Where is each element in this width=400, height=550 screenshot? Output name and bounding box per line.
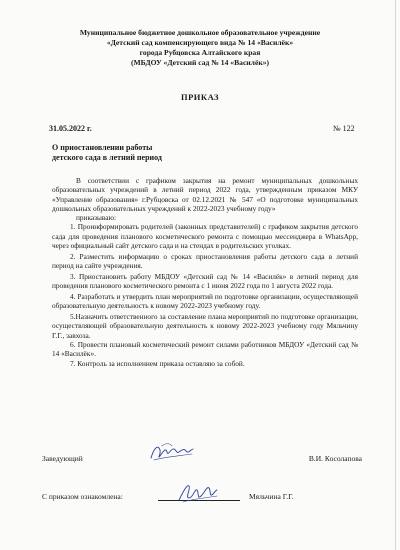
organization-header	[0, 28, 400, 68]
order-item-2: 2. Разместить информацию о сроках приостановления работы детского сада в летний период на сайте учреждения.	[52, 251, 358, 271]
header-line-1: Муниципальное бюджетное дошкольное образовательное учреждение	[79, 28, 321, 37]
signatory-name: В.И. Косолапова	[308, 454, 362, 463]
acknowledgement-label: С приказом ознакомлена:	[42, 492, 123, 501]
order-word: приказываю:	[76, 213, 116, 223]
order-subject	[52, 143, 162, 163]
order-number: № 122	[333, 124, 355, 133]
header-line-4: (МБДОУ «Детский сад № 14 «Василёк»)	[130, 58, 270, 67]
header-line-3: города Рубцовска Алтайского края	[139, 48, 261, 57]
acknowledgement-name: Мяльчина Г.Г.	[249, 492, 294, 501]
order-item-3: 3. Приостановить работу МБДОУ «Детский сад № 14 «Василёк» в летний период для проведения планового косметического ремонта с 1 июня 2022 года по 1 августа 2022 года.	[52, 271, 358, 291]
order-item-7: 7. Контроль за исполнением приказа оставляю за собой.	[70, 358, 245, 368]
signature-row	[42, 454, 362, 463]
order-item-6: 6. Провести плановый косметический ремонт силами работников МБДОУ «Детский сад № 14 «Василёк».	[52, 340, 358, 359]
acknowledgement-signature	[175, 478, 219, 506]
header-line-2: «Детский сад компенсирующего вида № 14 «Василёк»	[106, 38, 294, 47]
intro-paragraph: В соответствии с графиком закрытия на ремонт муниципальных дошкольных образовательных учреждений в летний период 2022 года, утвержденным приказом МКУ «Управление образования» г.Рубцовска от 02.12.2021 № 547 «О подготовке муниципальных дошкольных образовательных учреждений к 2022-2023 учебному году»	[52, 176, 358, 213]
document-title: ПРИКАЗ	[181, 92, 219, 102]
subject-line-2: детского сада в летний период	[52, 153, 162, 162]
order-date: 31.05.2022 г.	[49, 124, 92, 133]
signatory-role: Заведующий	[42, 454, 83, 463]
order-item-1: 1. Проинформировать родителей (законных представителей) с графиком закрытия детского сада для проведения планового косметического ремонта с помощью мессенджера в WhatsApp, через официальный сайт детского сада и на стендах в родительских уголках.	[52, 222, 358, 251]
head-signature	[148, 440, 196, 466]
subject-line-1: О приостановлении работы	[52, 143, 153, 152]
order-item-4: 4. Разработать и утвердить план мероприятий по подготовке организации, осуществляющей образовательную деятельность к новому 2022-2023 учебному году.	[52, 292, 358, 311]
order-body	[52, 176, 358, 368]
scan-edge	[395, 0, 396, 550]
order-item-5: 5.Назначить ответственного за составление плана мероприятий по подготовке организации, осуществляющей образовательную деятельность к новому 2022-2023 учебному году Мяльчину Г.Г., завхоза.	[52, 312, 358, 340]
